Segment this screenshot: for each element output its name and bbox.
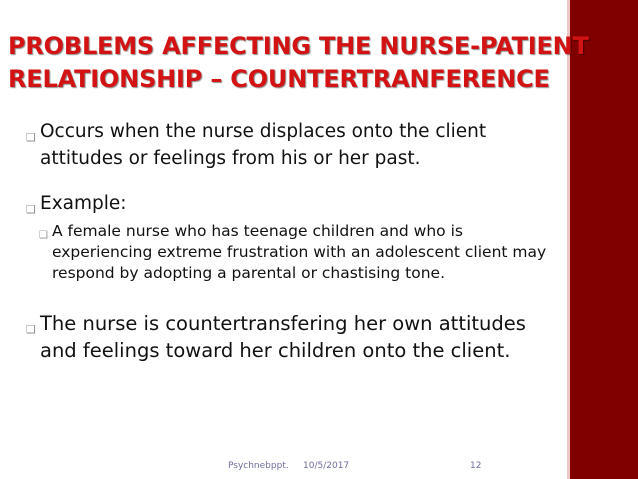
footer-page-number: 12 — [470, 461, 482, 471]
bullet-text-2: Example: — [40, 193, 127, 214]
title-line-2-part-b: COUNTERTRANFERENCE — [230, 65, 550, 93]
bullet-item-3 — [26, 310, 560, 364]
sub-bullet-text-1: A female nurse who has teenage children and who is experiencing extreme frustration with an adolescent client may respond by adopting a parental or chastising tone. — [52, 222, 547, 282]
bullet-text-1: Occurs when the nurse displaces onto the client attitudes or feelings from his or her past. — [40, 121, 487, 169]
title-line-2 — [8, 63, 583, 96]
checkbox-bullet-icon: ❑ — [26, 323, 36, 336]
slide-content — [26, 118, 560, 364]
title-separator: – — [210, 65, 223, 93]
sub-bullet-item-1 — [40, 221, 560, 284]
title-line-1: PROBLEMS AFFECTING THE NURSE-PATIENT — [8, 32, 589, 60]
bullet-item-2 — [26, 190, 560, 217]
checkbox-bullet-icon: ❑ — [26, 131, 36, 144]
checkbox-bullet-icon: ❑ — [39, 230, 48, 241]
title-line-2-part-a: RELATIONSHIP — [8, 65, 203, 93]
bullet-text-3: The nurse is countertransfering her own attitudes and feelings toward her children onto the client. — [40, 312, 526, 362]
checkbox-bullet-icon: ❑ — [26, 203, 36, 216]
footer-source: Psychnebppt. — [228, 461, 289, 471]
bullet-item-1 — [26, 118, 560, 172]
slide-title — [8, 30, 589, 96]
footer-date: 10/5/2017 — [303, 461, 350, 471]
